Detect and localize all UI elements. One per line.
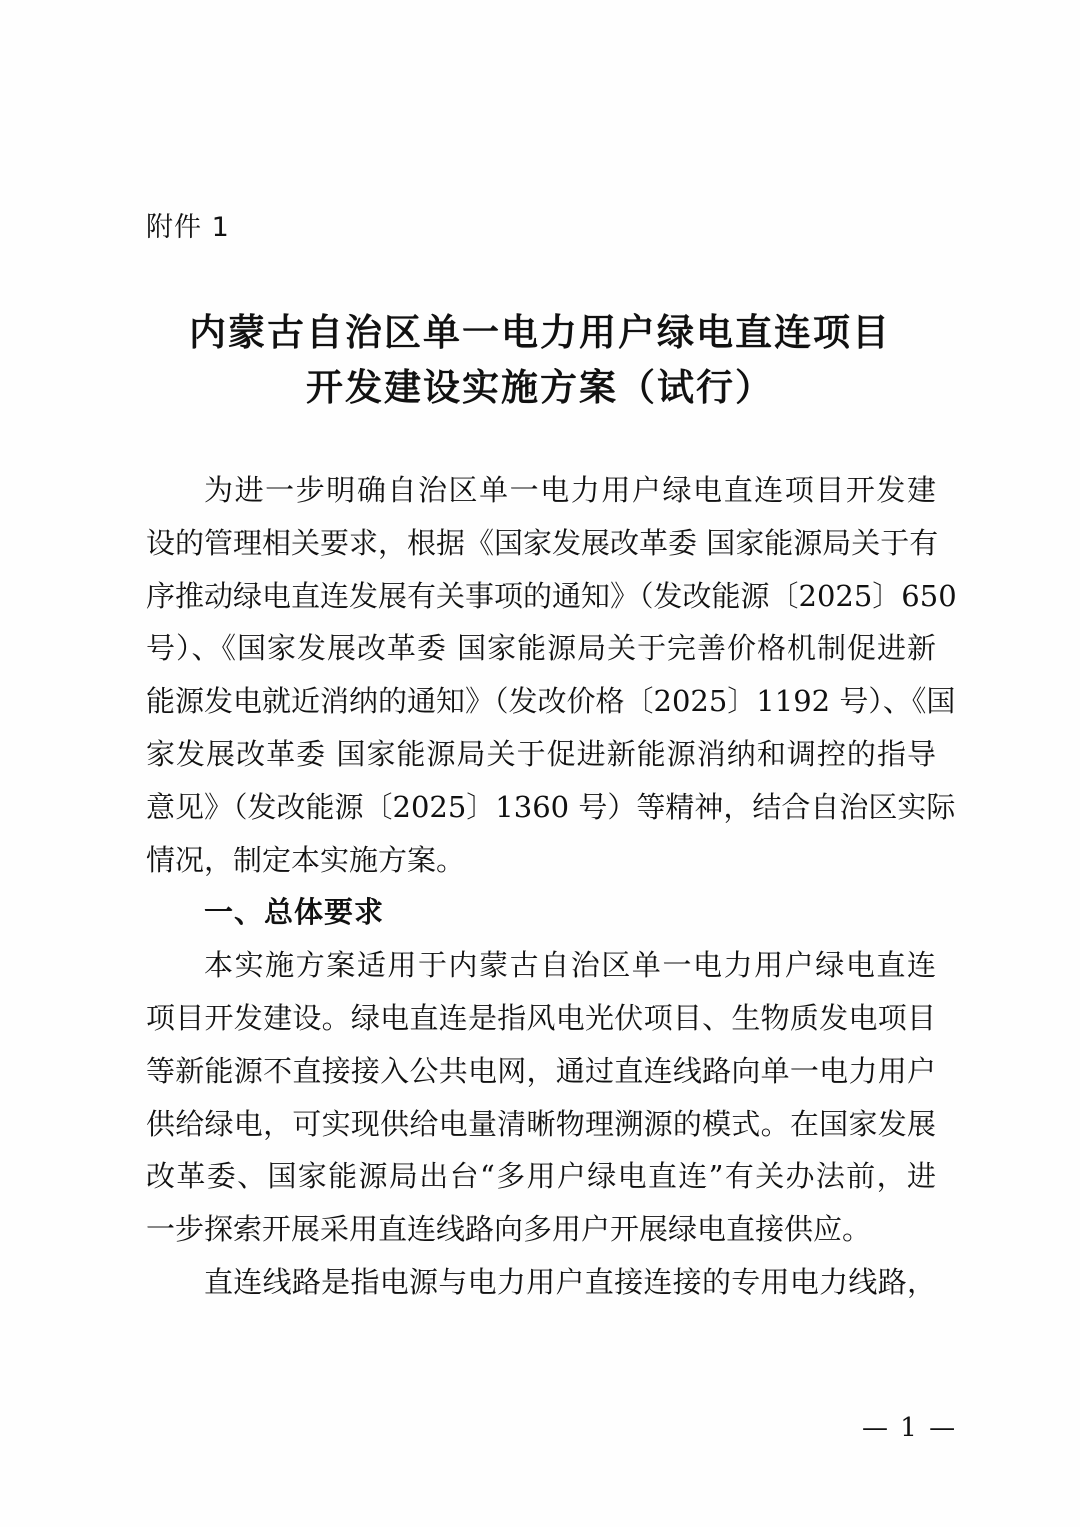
paragraph-line: 序推动绿电直连发展有关事项的通知》（发改能源〔2025〕650 xyxy=(146,578,957,613)
paragraph-line: 项目开发建设。绿电直连是指风电光伏项目、生物质发电项目 xyxy=(146,1000,936,1035)
paragraph-line: 一步探索开展采用直连线路向多用户开展绿电直接供应。 xyxy=(146,1212,872,1247)
paragraph-line: 设的管理相关要求，根据《国家发展改革委 国家能源局关于有 xyxy=(146,525,939,560)
paragraph-line: 供给绿电，可实现供给电量清晰物理溯源的模式。在国家发展 xyxy=(146,1106,936,1141)
document-title-line-1: 内蒙古自治区单一电力用户绿电直连项目 xyxy=(189,310,891,354)
paragraph-line: 改革委、国家能源局出台“多用户绿电直连”有关办法前，进 xyxy=(146,1159,936,1194)
document-body xyxy=(146,464,957,1309)
paragraph-line: 等新能源不直接接入公共电网，通过直连线路向单一电力用户 xyxy=(146,1053,936,1088)
paragraph-line: 情况，制定本实施方案。 xyxy=(146,842,466,877)
attachment-label: 附件 1 xyxy=(146,212,230,243)
paragraph-line: 能源发电就近消纳的通知》（发改价格〔2025〕1192 号）、《国 xyxy=(146,684,956,719)
document-title-line-2: 开发建设实施方案（试行） xyxy=(306,365,774,409)
paragraph-line: 直连线路是指电源与电力用户直接连接的专用电力线路， xyxy=(204,1264,936,1299)
paragraph-line: 本实施方案适用于内蒙古自治区单一电力用户绿电直连 xyxy=(204,948,936,983)
section-heading: 一、总体要求 xyxy=(204,895,385,930)
page-number: — 1 — xyxy=(862,1413,958,1443)
paragraph-line: 号）、《国家发展改革委 国家能源局关于完善价格机制促进新 xyxy=(146,631,936,666)
paragraph-line: 意见》（发改能源〔2025〕1360 号）等精神，结合自治区实际 xyxy=(146,789,956,824)
paragraph-line: 为进一步明确自治区单一电力用户绿电直连项目开发建 xyxy=(204,473,936,507)
paragraph-line: 家发展改革委 国家能源局关于促进新能源消纳和调控的指导 xyxy=(146,736,936,771)
